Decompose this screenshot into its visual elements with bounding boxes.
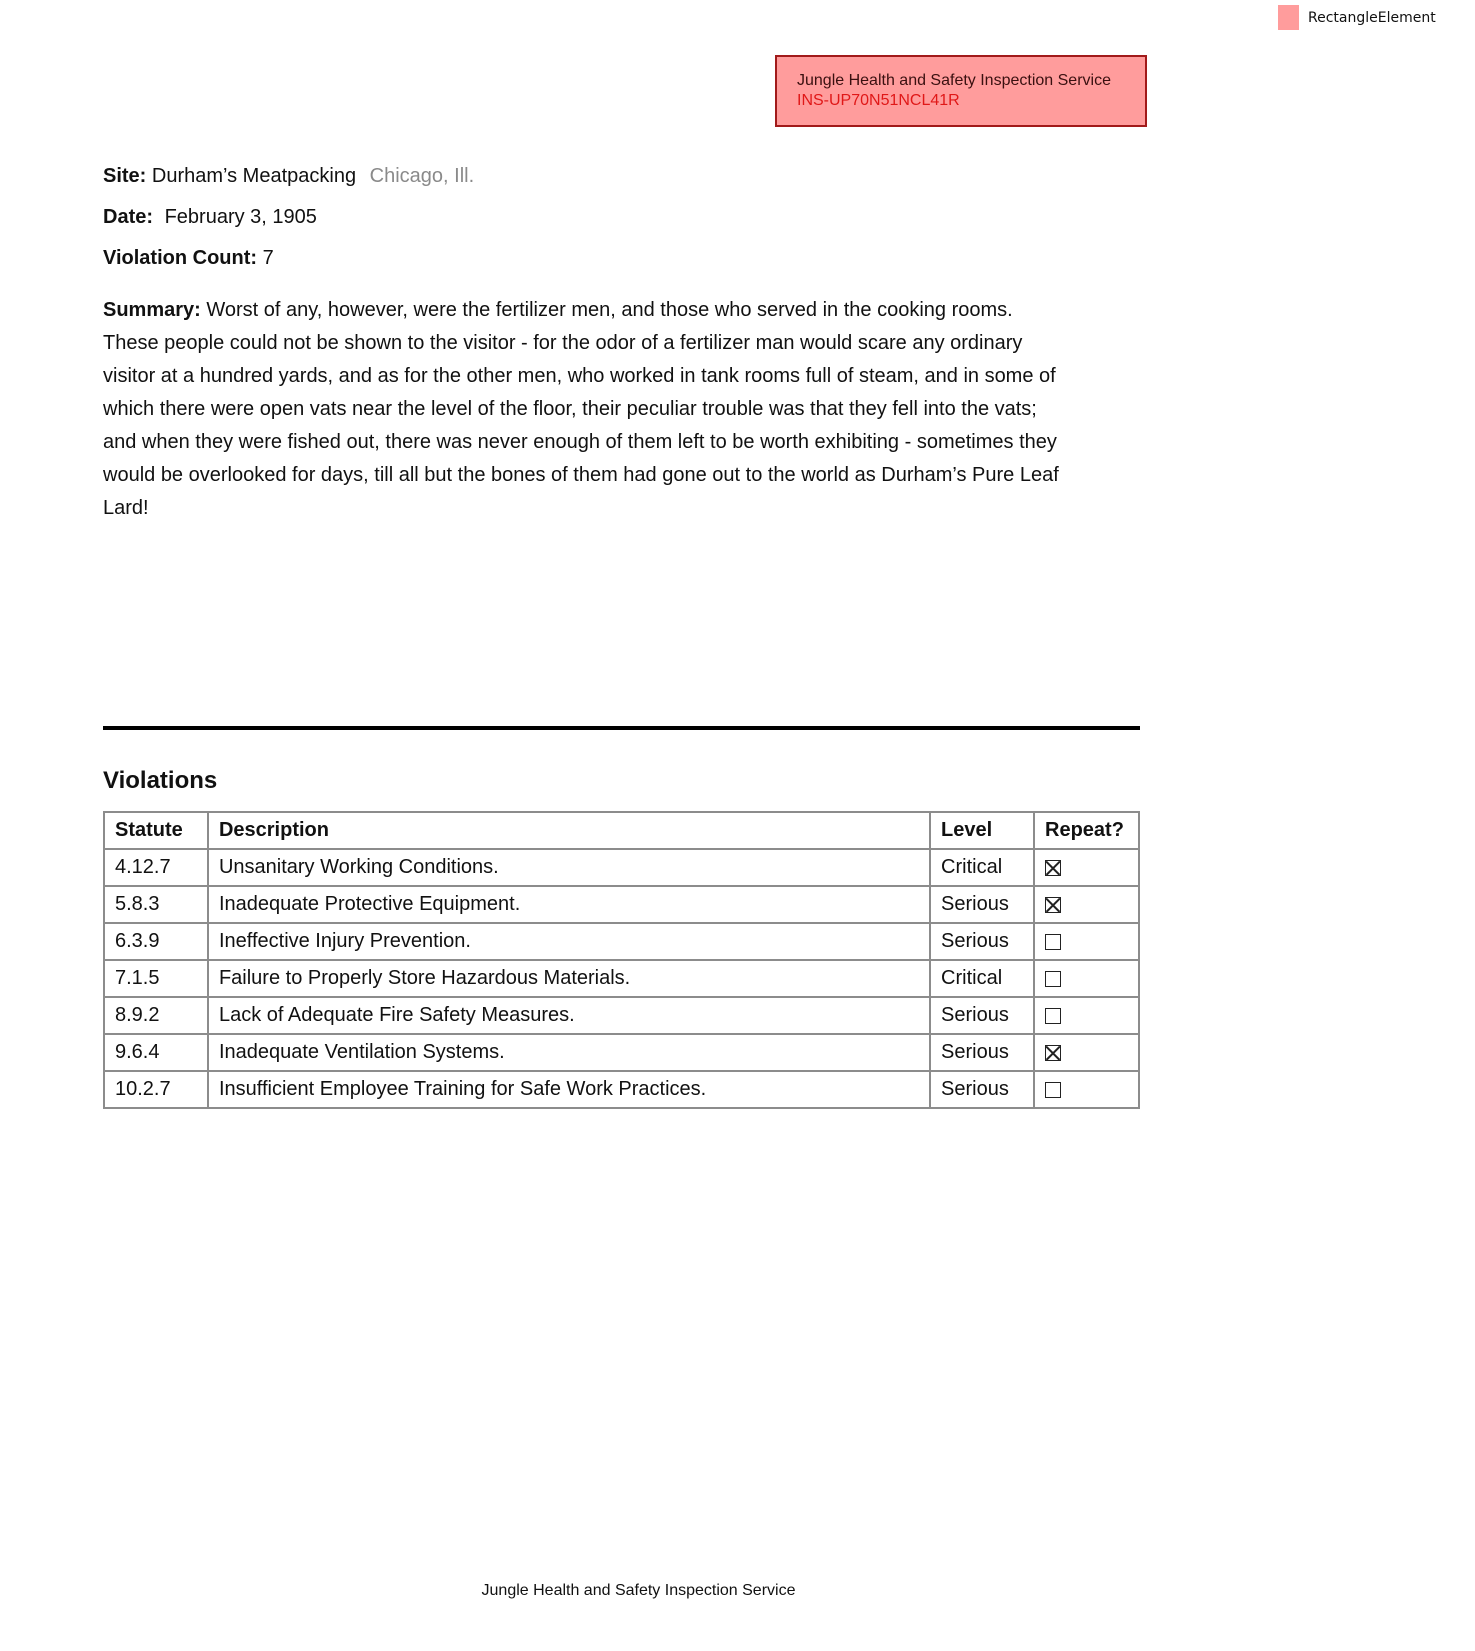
site-location: Chicago, Ill.	[369, 165, 475, 187]
summary-label: Summary:	[103, 299, 201, 321]
violation-count-label: Violation Count:	[103, 247, 258, 269]
table-header-row	[104, 812, 1139, 849]
repeat-cell	[1034, 1034, 1139, 1071]
legend-label: RectangleElement	[1308, 9, 1436, 26]
level-cell: Critical	[930, 849, 1034, 886]
column-header-description: Description	[208, 812, 930, 849]
repeat-cell	[1034, 997, 1139, 1034]
description-cell: Unsanitary Working Conditions.	[208, 849, 930, 886]
repeat-checkbox-icon	[1045, 934, 1061, 950]
legend-swatch	[1278, 5, 1299, 30]
description-cell: Inadequate Protective Equipment.	[208, 886, 930, 923]
violations-title: Violations	[103, 767, 218, 794]
site-label: Site:	[103, 165, 147, 187]
agency-header-box	[775, 55, 1147, 127]
violation-count-value: 7	[262, 247, 274, 269]
violations-table	[103, 811, 1140, 1109]
level-cell: Critical	[930, 960, 1034, 997]
site-name: Durham’s Meatpacking	[151, 165, 357, 187]
date-value: February 3, 1905	[164, 206, 317, 228]
description-cell: Ineffective Injury Prevention.	[208, 923, 930, 960]
column-header-statute: Statute	[104, 812, 208, 849]
summary-text: Worst of any, however, were the fertilizer men, and those who served in the cooking rooms. These people could not be shown to the visitor - for the odor of a fertilizer man would scare any ordinary visitor at a hundred yards, and as for the other men, who worked in tank rooms full of steam, and in some of which there were open vats near the level of the floor, their peculiar trouble was that they fell into the vats; and when they were fished out, there was never enough of them left to be worth exhibiting - sometimes they would be overlooked for days, till all but the bones of them had gone out to the world as Durham’s Pure Leaf Lard!	[103, 299, 1059, 519]
agency-name: Jungle Health and Safety Inspection Service	[797, 72, 1111, 89]
column-header-level: Level	[930, 812, 1034, 849]
repeat-checkbox-icon	[1045, 1082, 1061, 1098]
table-row	[104, 1071, 1139, 1108]
statute-cell: 9.6.4	[104, 1034, 208, 1071]
level-cell: Serious	[930, 1071, 1034, 1108]
statute-cell: 7.1.5	[104, 960, 208, 997]
statute-cell: 5.8.3	[104, 886, 208, 923]
page-footer: Jungle Health and Safety Inspection Service	[481, 1582, 796, 1599]
summary	[103, 294, 1063, 525]
level-cell: Serious	[930, 923, 1034, 960]
repeat-checkbox-icon	[1045, 860, 1061, 876]
statute-cell: 4.12.7	[104, 849, 208, 886]
repeat-cell	[1034, 960, 1139, 997]
description-cell: Failure to Properly Store Hazardous Materials.	[208, 960, 930, 997]
table-row	[104, 886, 1139, 923]
repeat-cell	[1034, 886, 1139, 923]
repeat-checkbox-icon	[1045, 1045, 1061, 1061]
repeat-cell	[1034, 849, 1139, 886]
table-row	[104, 997, 1139, 1034]
description-cell: Insufficient Employee Training for Safe Work Practices.	[208, 1071, 930, 1108]
date-line	[103, 205, 317, 229]
violation-count-line	[103, 246, 274, 270]
statute-cell: 8.9.2	[104, 997, 208, 1034]
statute-cell: 6.3.9	[104, 923, 208, 960]
column-header-repeat: Repeat?	[1034, 812, 1139, 849]
description-cell: Inadequate Ventilation Systems.	[208, 1034, 930, 1071]
table-row	[104, 1034, 1139, 1071]
inspection-id: INS-UP70N51NCL41R	[797, 92, 960, 109]
table-row	[104, 849, 1139, 886]
table-row	[104, 960, 1139, 997]
repeat-checkbox-icon	[1045, 897, 1061, 913]
repeat-cell	[1034, 923, 1139, 960]
table-row	[104, 923, 1139, 960]
level-cell: Serious	[930, 997, 1034, 1034]
section-divider	[103, 726, 1140, 730]
level-cell: Serious	[930, 886, 1034, 923]
level-cell: Serious	[930, 1034, 1034, 1071]
statute-cell: 10.2.7	[104, 1071, 208, 1108]
repeat-checkbox-icon	[1045, 1008, 1061, 1024]
date-label: Date:	[103, 206, 154, 228]
description-cell: Lack of Adequate Fire Safety Measures.	[208, 997, 930, 1034]
legend	[1278, 5, 1436, 30]
site-line	[103, 164, 474, 188]
repeat-checkbox-icon	[1045, 971, 1061, 987]
repeat-cell	[1034, 1071, 1139, 1108]
